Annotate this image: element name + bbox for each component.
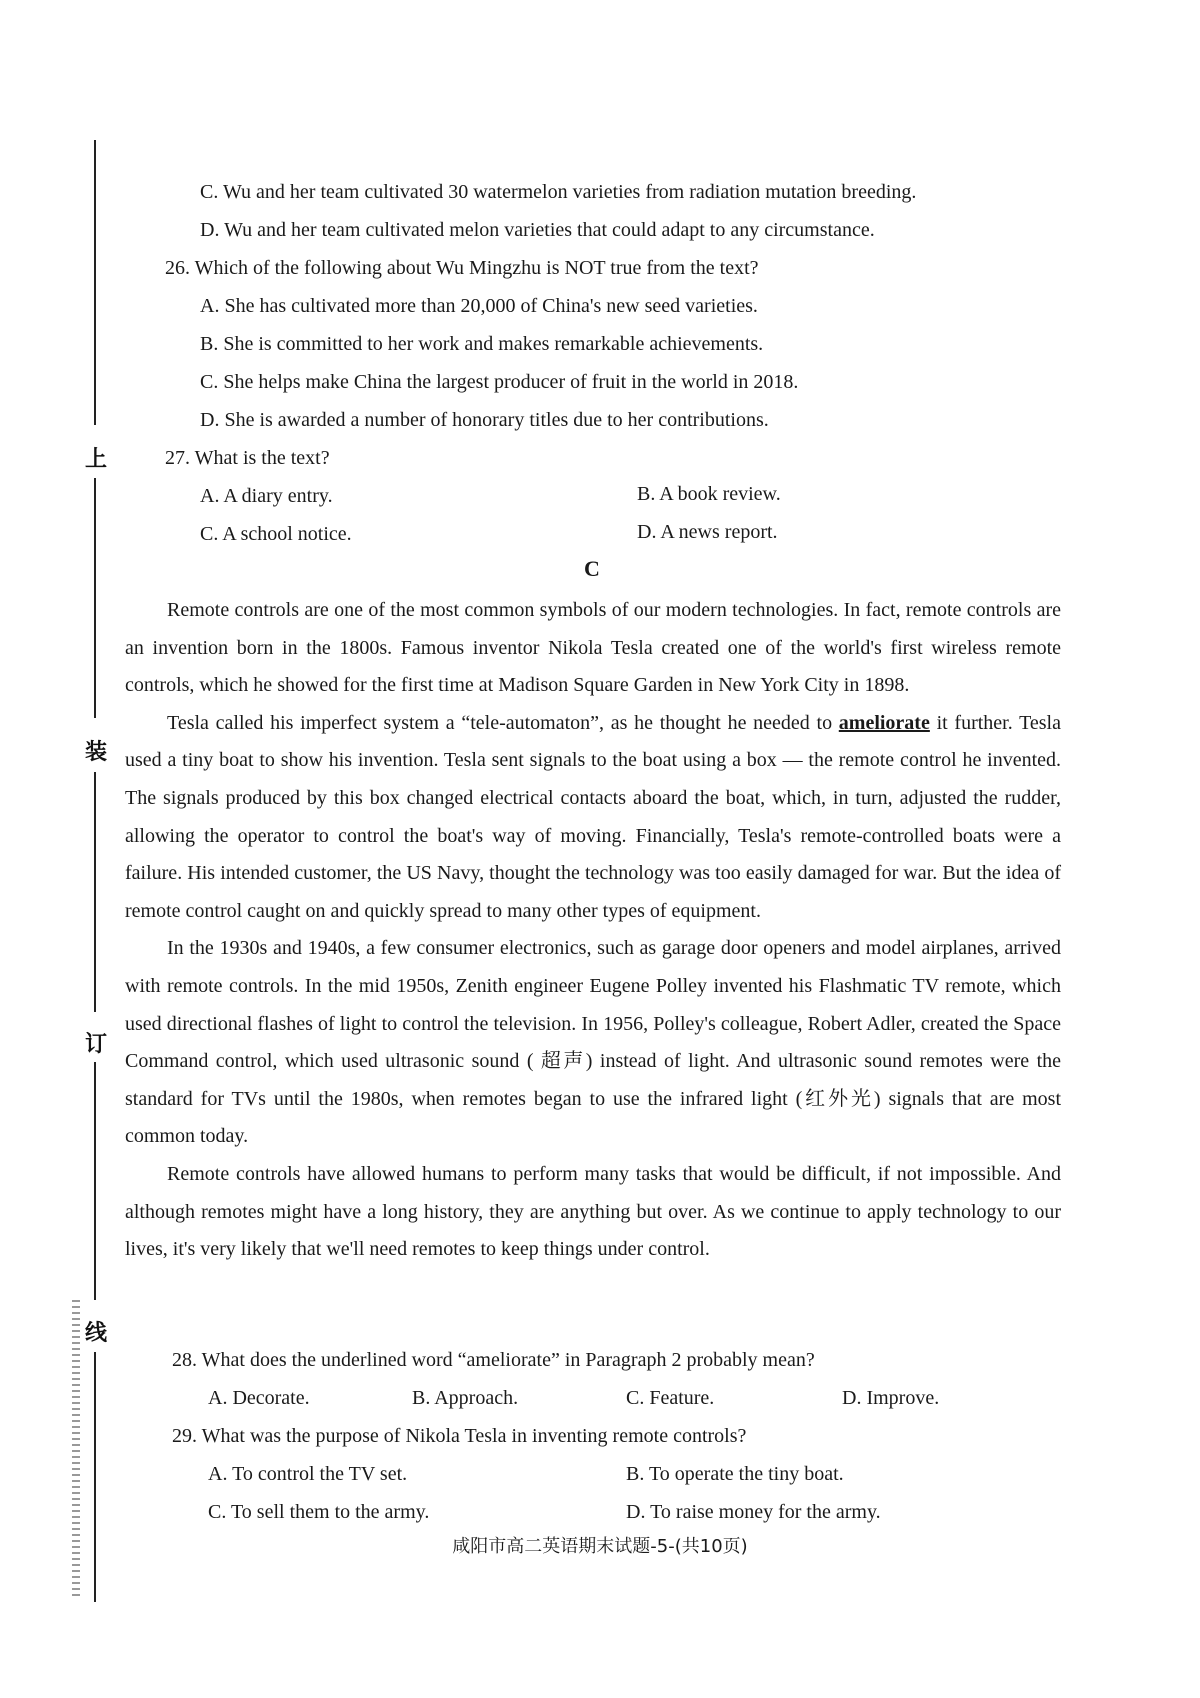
q28-option-c: C. Feature.: [626, 1387, 715, 1409]
q29-option-d: D. To raise money for the army.: [626, 1501, 881, 1523]
passage-body: [125, 592, 1061, 1269]
q26-option-d: D. She is awarded a number of honorary titles due to her contributions.: [200, 409, 769, 431]
q26-option-b: B. She is committed to her work and makes remarkable achievements.: [200, 333, 764, 355]
passage-paragraph-4: Remote controls have allowed humans to perform many tasks that would be difficult, if not impossible. And although remotes might have a long history, they are anything but over. As we continue to apply technology to our lives, it's very likely that we'll need remotes to keep things under control.: [125, 1162, 1061, 1261]
q25-option-d: D. Wu and her team cultivated melon varieties that could adapt to any circumstance.: [200, 219, 875, 241]
q27-option-b: B. A book review.: [637, 483, 781, 505]
binding-mark-zhuang: 装: [84, 740, 107, 765]
q25-option-c: C. Wu and her team cultivated 30 watermelon varieties from radiation mutation breeding.: [200, 181, 917, 203]
p2-text-after: it further. Tesla used a tiny boat to show his invention. Tesla sent signals to the boat using a box — the remote control he invented. The signals produced by this box changed electrical contacts aboard the boat, which, in turn, adjusted the rudder, allowing the operator to control the boat's way of moving. Financially, Tesla's remote-controlled boats were a failure. His intended customer, the US Navy, thought the technology was too easily damaged for war. But the idea of remote control caught on and quickly spread to many other types of equipment.: [125, 711, 1061, 922]
binding-line-bottom: [94, 1352, 96, 1602]
q29-option-b: B. To operate the tiny boat.: [626, 1463, 844, 1485]
binding-mark-ding: 订: [84, 1032, 107, 1057]
binding-line-top: [94, 140, 96, 425]
binding-line-2: [94, 478, 96, 718]
q26-option-c: C. She helps make China the largest producer of fruit in the world in 2018.: [200, 371, 799, 393]
passage-paragraph-1: Remote controls are one of the most common symbols of our modern technologies. In fact, remote controls are an invention born in the 1800s. Famous inventor Nikola Tesla created one of the world's first wireless remote controls, which he showed for the first time at Madison Square Garden in New York City in 1898.: [125, 599, 1061, 697]
q29-option-c: C. To sell them to the army.: [208, 1501, 430, 1523]
passage-paragraph-2: [125, 705, 1061, 931]
binding-mark-shang: 上: [84, 447, 107, 472]
page-footer: 咸阳市高二英语期末试题-5-(共10页): [452, 1536, 748, 1557]
q29-option-a: A. To control the TV set.: [208, 1463, 408, 1485]
q26-option-a: A. She has cultivated more than 20,000 of China's new seed varieties.: [200, 295, 758, 317]
q28-stem: 28. What does the underlined word “ameliorate” in Paragraph 2 probably mean?: [172, 1349, 815, 1371]
passage-letter: C: [584, 556, 600, 581]
q27-stem: 27. What is the text?: [165, 447, 330, 469]
passage-paragraph-3: In the 1930s and 1940s, a few consumer electronics, such as garage door openers and model airplanes, arrived with remote controls. In the mid 1950s, Zenith engineer Eugene Polley invented his Flashmatic TV remote, which used directional flashes of light to control the television. In 1956, Polley's colleague, Robert Adler, created the Space Command control, which used ultrasonic sound ( 超声) instead of light. And ultrasonic sound remotes were the standard for TVs until the 1980s, when remotes began to use the infrared light (红外光) signals that are most common today.: [125, 937, 1061, 1148]
q29-stem: 29. What was the purpose of Nikola Tesla in inventing remote controls?: [172, 1425, 747, 1447]
binding-line-4: [94, 1062, 96, 1300]
q28-option-a: A. Decorate.: [208, 1387, 310, 1409]
q27-option-d: D. A news report.: [637, 521, 778, 543]
underlined-word: ameliorate: [838, 711, 930, 734]
binding-line-3: [94, 772, 96, 1012]
q27-option-a: A. A diary entry.: [200, 485, 333, 507]
binding-mark-xian: 线: [84, 1321, 107, 1346]
q26-stem: 26. Which of the following about Wu Mingzhu is NOT true from the text?: [165, 257, 759, 279]
p2-text-before: Tesla called his imperfect system a “tele-automaton”, as he thought he needed to: [167, 711, 839, 734]
q28-option-d: D. Improve.: [842, 1387, 940, 1409]
q27-option-c: C. A school notice.: [200, 523, 352, 545]
q28-option-b: B. Approach.: [412, 1387, 519, 1409]
